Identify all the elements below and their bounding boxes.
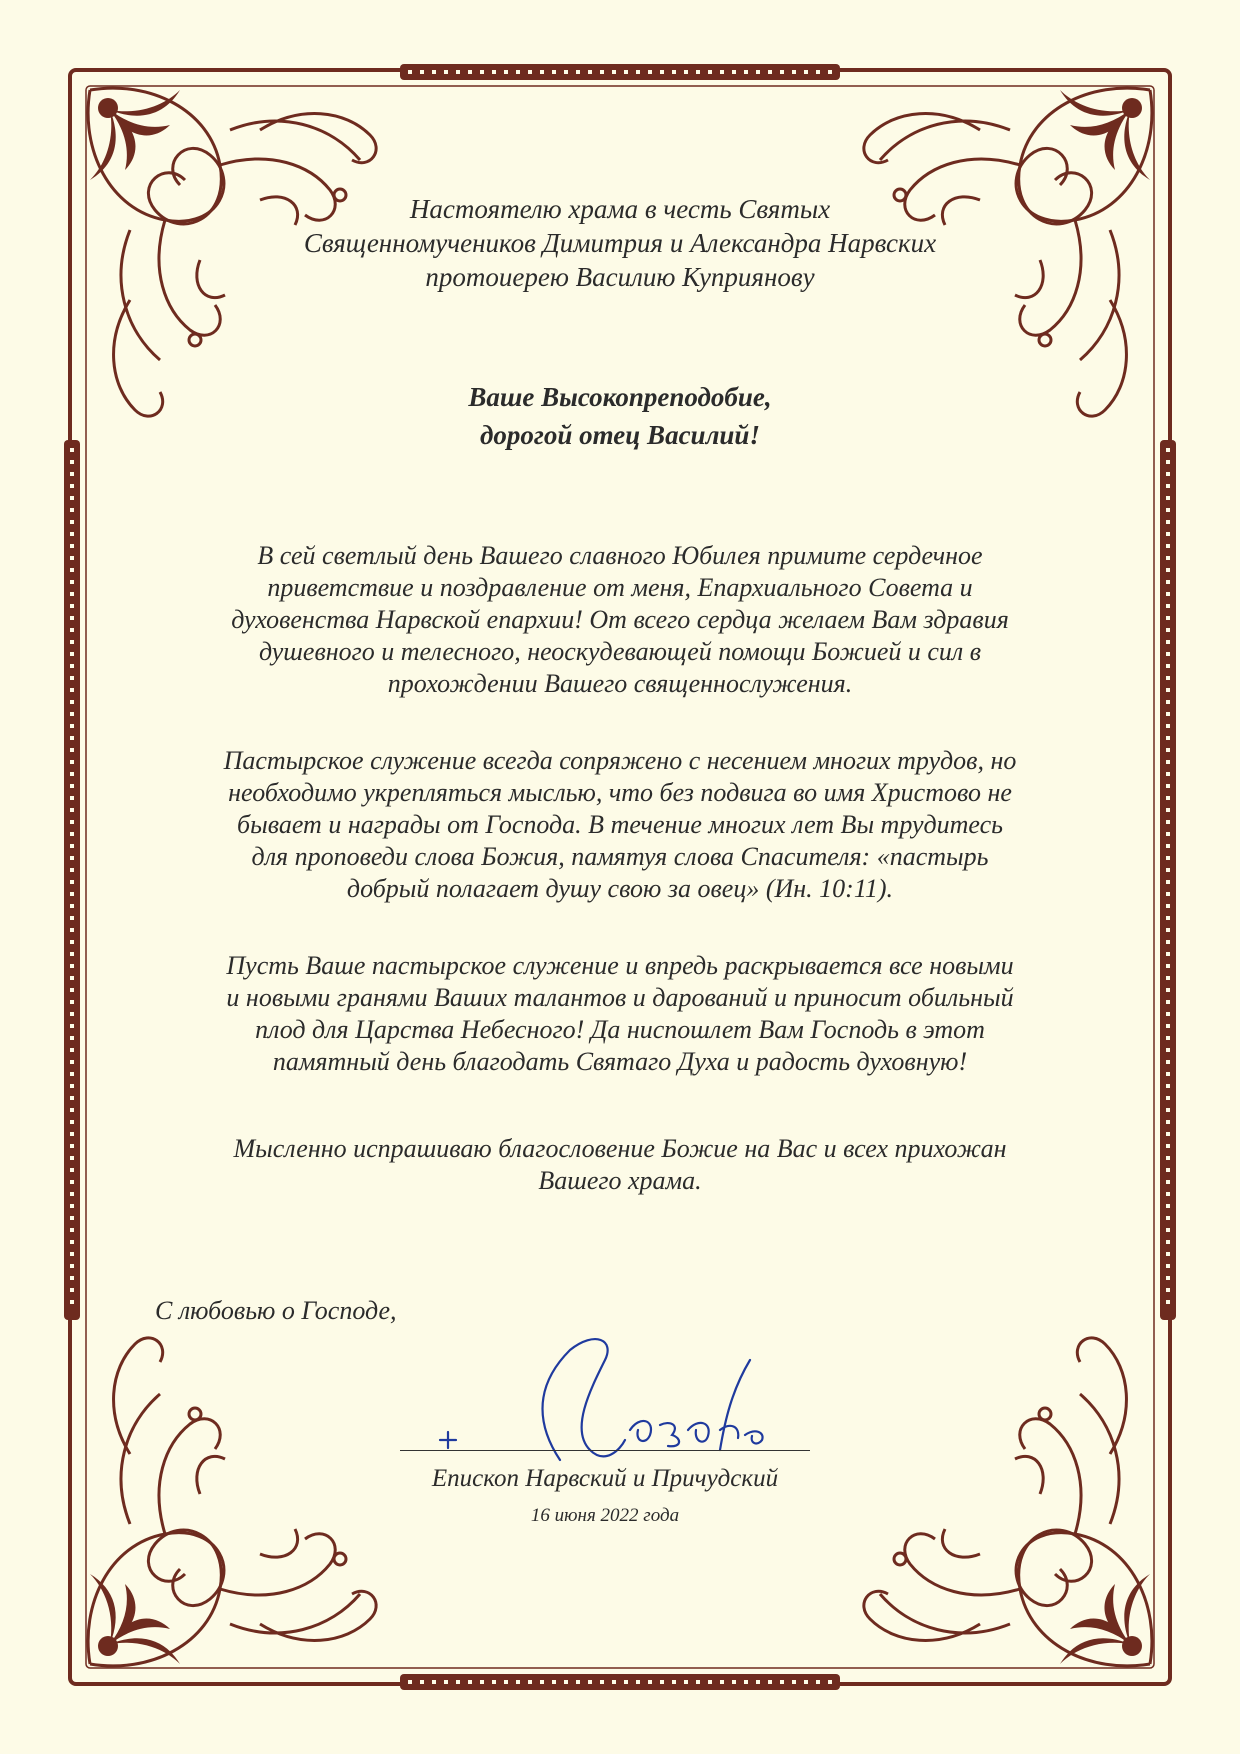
signer-title: Епископ Нарвский и Причудский <box>431 1465 779 1492</box>
text-line: памятный день благодать Святаго Духа и радость духовную! <box>272 1047 968 1076</box>
text-line: добрый полагает душу свою за овец» (Ин. 10:11). <box>346 874 894 903</box>
salutation <box>220 378 1020 454</box>
paragraph-3 <box>140 950 1100 1078</box>
recipient-address <box>220 192 1020 294</box>
text-line: душевного и телесного, неоскудевающей помощи Божией и сил в <box>258 637 982 666</box>
salutation-line: дорогой отец Василий! <box>480 420 760 450</box>
text-line: прохождении Вашего священнослужения. <box>387 669 853 698</box>
closing-phrase: С любовью о Господе, <box>155 1296 397 1325</box>
paragraph-2 <box>140 745 1100 905</box>
text-line: В сей светлый день Вашего славного Юбилея примите сердечное <box>257 541 983 570</box>
text-line: для проповеди слова Божия, памятуя слова Спасителя: «пастырь <box>251 842 989 871</box>
handwritten-signature <box>420 1310 800 1480</box>
signature-line <box>400 1450 810 1451</box>
salutation-line: Ваше Высокопреподобие, <box>468 382 772 412</box>
text-line: и новыми гранями Ваших талантов и дарований и приносит обильный <box>226 983 1014 1012</box>
text-line: Пастырское служение всегда сопряжено с несением многих трудов, но <box>223 746 1017 775</box>
text-line: Пусть Ваше пастырское служение и впредь раскрывается все новыми <box>226 951 1014 980</box>
text-line: необходимо укрепляться мыслью, что без подвига во имя Христово не <box>228 778 1012 807</box>
text-line: приветствие и поздравление от меня, Епархиального Совета и <box>267 573 973 602</box>
letter-date: 16 июня 2022 года <box>530 1505 680 1526</box>
text-line: Мысленно испрашиваю благословение Божие на Вас и всех прихожан <box>233 1134 1007 1163</box>
text-line: бывает и награды от Господа. В течение многих лет Вы трудитесь <box>237 810 1003 839</box>
recipient-line: Настоятелю храма в честь Святых <box>409 194 831 224</box>
recipient-line: Священномучеников Димитрия и Александра Нарвских <box>303 228 937 258</box>
paragraph-4 <box>140 1133 1100 1197</box>
text-line: Вашего храма. <box>538 1166 702 1195</box>
text-line: духовенства Нарвской епархии! От всего сердца желаем Вам здравия <box>231 605 1009 634</box>
text-line: плод для Царства Небесного! Да ниспошлет Вам Господь в этот <box>255 1015 985 1044</box>
paragraph-1 <box>140 540 1100 700</box>
recipient-line: протоиерею Василию Куприянову <box>425 262 815 292</box>
